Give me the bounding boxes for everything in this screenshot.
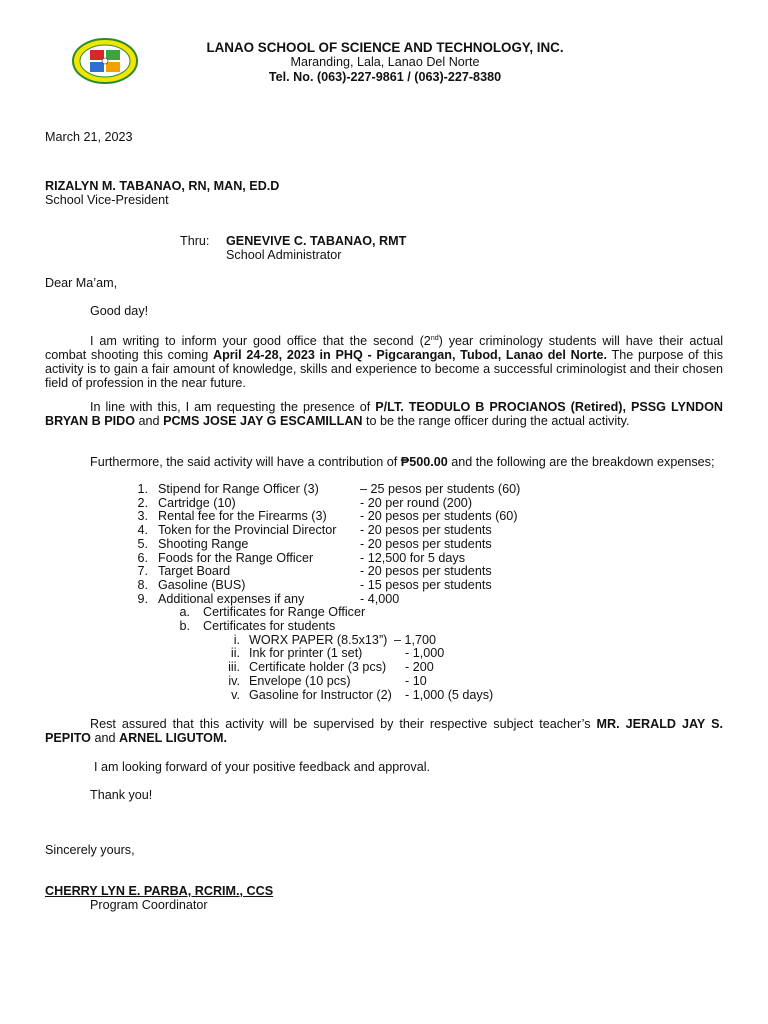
paragraph-3: Furthermore, the said activity will have a contribution of ₱500.00 and the following are the breakdown expenses; — [90, 455, 715, 469]
expense-item: Cartridge (10) — [158, 495, 236, 510]
thru-name: GENEVIVE C. TABANAO, RMT — [226, 234, 407, 248]
expense-number: 3. — [137, 509, 148, 524]
expense-item: Token for the Provincial Director — [158, 523, 337, 538]
school-tel: Tel. No. (063)-227-9861 / (063)-227-8380 — [268, 70, 502, 84]
sub-sub-item-cost: - 1,000 — [405, 646, 445, 661]
expense-cost: – 25 pesos per students (60) — [360, 482, 521, 496]
sub-sub-item-label: iv. — [228, 673, 240, 688]
expense-number: 4. — [137, 523, 148, 538]
expense-item: Additional expenses if any — [158, 591, 305, 606]
paragraph-5: I am looking forward of your positive feedback and approval. — [94, 760, 431, 774]
expense-cost: - 15 pesos per students — [360, 577, 492, 592]
expense-cost: - 20 pesos per students — [360, 564, 492, 579]
signer-title: Program Coordinator — [90, 898, 208, 912]
school-name: LANAO SCHOOL OF SCIENCE AND TECHNOLOGY, INC. — [206, 40, 564, 55]
sub-item-label: a. — [179, 605, 190, 620]
expense-item: Target Board — [158, 564, 231, 579]
signer-name: CHERRY LYN E. PARBA, RCRIM., CCS — [45, 884, 274, 898]
sub-sub-item-text: Gasoline for Instructor (2) — [249, 687, 392, 702]
sub-sub-item-text: WORX PAPER (8.5x13”) — [249, 632, 388, 647]
school-logo — [72, 38, 138, 84]
sub-item-label: b. — [179, 619, 190, 633]
expense-number: 8. — [137, 577, 148, 592]
expense-cost: - 20 per round (200) — [360, 495, 473, 510]
paragraph-4: Rest assured that this activity will be supervised by their respective subject teacher’s MR. JERALD JAY S. PEPITO and ARNEL LIGUTOM. — [45, 717, 723, 745]
sub-sub-item-label: ii. — [230, 646, 240, 661]
sub-sub-item-label: i. — [233, 632, 240, 647]
recipient-name: RIZALYN M. TABANAO, RN, MAN, ED.D — [45, 179, 280, 193]
sub-item-text: Certificates for Range Officer — [203, 605, 366, 620]
sub-sub-item-text: Certificate holder (3 pcs) — [249, 660, 387, 675]
school-address: Maranding, Lala, Lanao Del Norte — [290, 55, 480, 69]
sub-sub-item-cost: - 1,000 (5 days) — [405, 687, 494, 702]
sub-sub-item-cost: – 1,700 — [394, 632, 437, 647]
expense-number: 6. — [137, 550, 148, 565]
sub-sub-item-text: Ink for printer (1 set) — [249, 646, 363, 661]
sub-sub-item-cost: - 10 — [405, 673, 427, 688]
letter-date: March 21, 2023 — [45, 130, 133, 144]
expense-cost: - 20 pesos per students — [360, 523, 492, 538]
closing: Sincerely yours, — [45, 843, 135, 857]
thru-title: School Administrator — [226, 248, 342, 262]
sub-sub-item-text: Envelope (10 pcs) — [249, 673, 351, 688]
expense-item: Stipend for Range Officer (3) — [158, 482, 319, 496]
expense-cost: - 20 pesos per students (60) — [360, 509, 518, 524]
thank-you: Thank you! — [90, 788, 153, 802]
expense-item: Rental fee for the Firearms (3) — [158, 509, 327, 524]
sub-item-text: Certificates for students — [203, 619, 336, 633]
expense-cost: - 4,000 — [360, 591, 400, 606]
expense-number: 5. — [137, 536, 148, 551]
expense-number: 2. — [137, 495, 148, 510]
sub-sub-item-cost: - 200 — [405, 660, 434, 675]
paragraph-2: In line with this, I am requesting the presence of P/LT. TEODULO B PROCIANOS (Retired), PSSG LYNDON BRYAN B PIDO and PCMS JOSE JAY G ESCAMILLAN to be the range officer during the actual activity. — [45, 400, 723, 428]
salutation: Dear Ma’am, — [45, 276, 118, 290]
expense-cost: - 20 pesos per students — [360, 536, 492, 551]
expense-item: Shooting Range — [158, 536, 249, 551]
thru-label: Thru: — [180, 234, 210, 248]
expense-number: 1. — [137, 482, 148, 496]
expense-item: Gasoline (BUS) — [158, 577, 246, 592]
sub-sub-item-label: v. — [231, 687, 240, 702]
expense-number: 7. — [137, 564, 148, 579]
expense-item: Foods for the Range Officer — [158, 550, 314, 565]
sub-sub-item-label: iii. — [228, 660, 240, 675]
greeting: Good day! — [90, 304, 149, 318]
expense-cost: - 12,500 for 5 days — [360, 550, 466, 565]
recipient-title: School Vice-President — [45, 193, 169, 207]
expense-number: 9. — [137, 591, 148, 606]
paragraph-1: I am writing to inform your good office that the second (2nd) year criminology students will have their actual combat shooting this coming April 24-28, 2023 in PHQ - Pigcarangan, Tubod, Lanao del Norte. The purpose of this activity is to gain a fair amount of knowledge, skills and experience to become a successful criminologist and their chosen field of profession in the near future. — [45, 334, 724, 390]
